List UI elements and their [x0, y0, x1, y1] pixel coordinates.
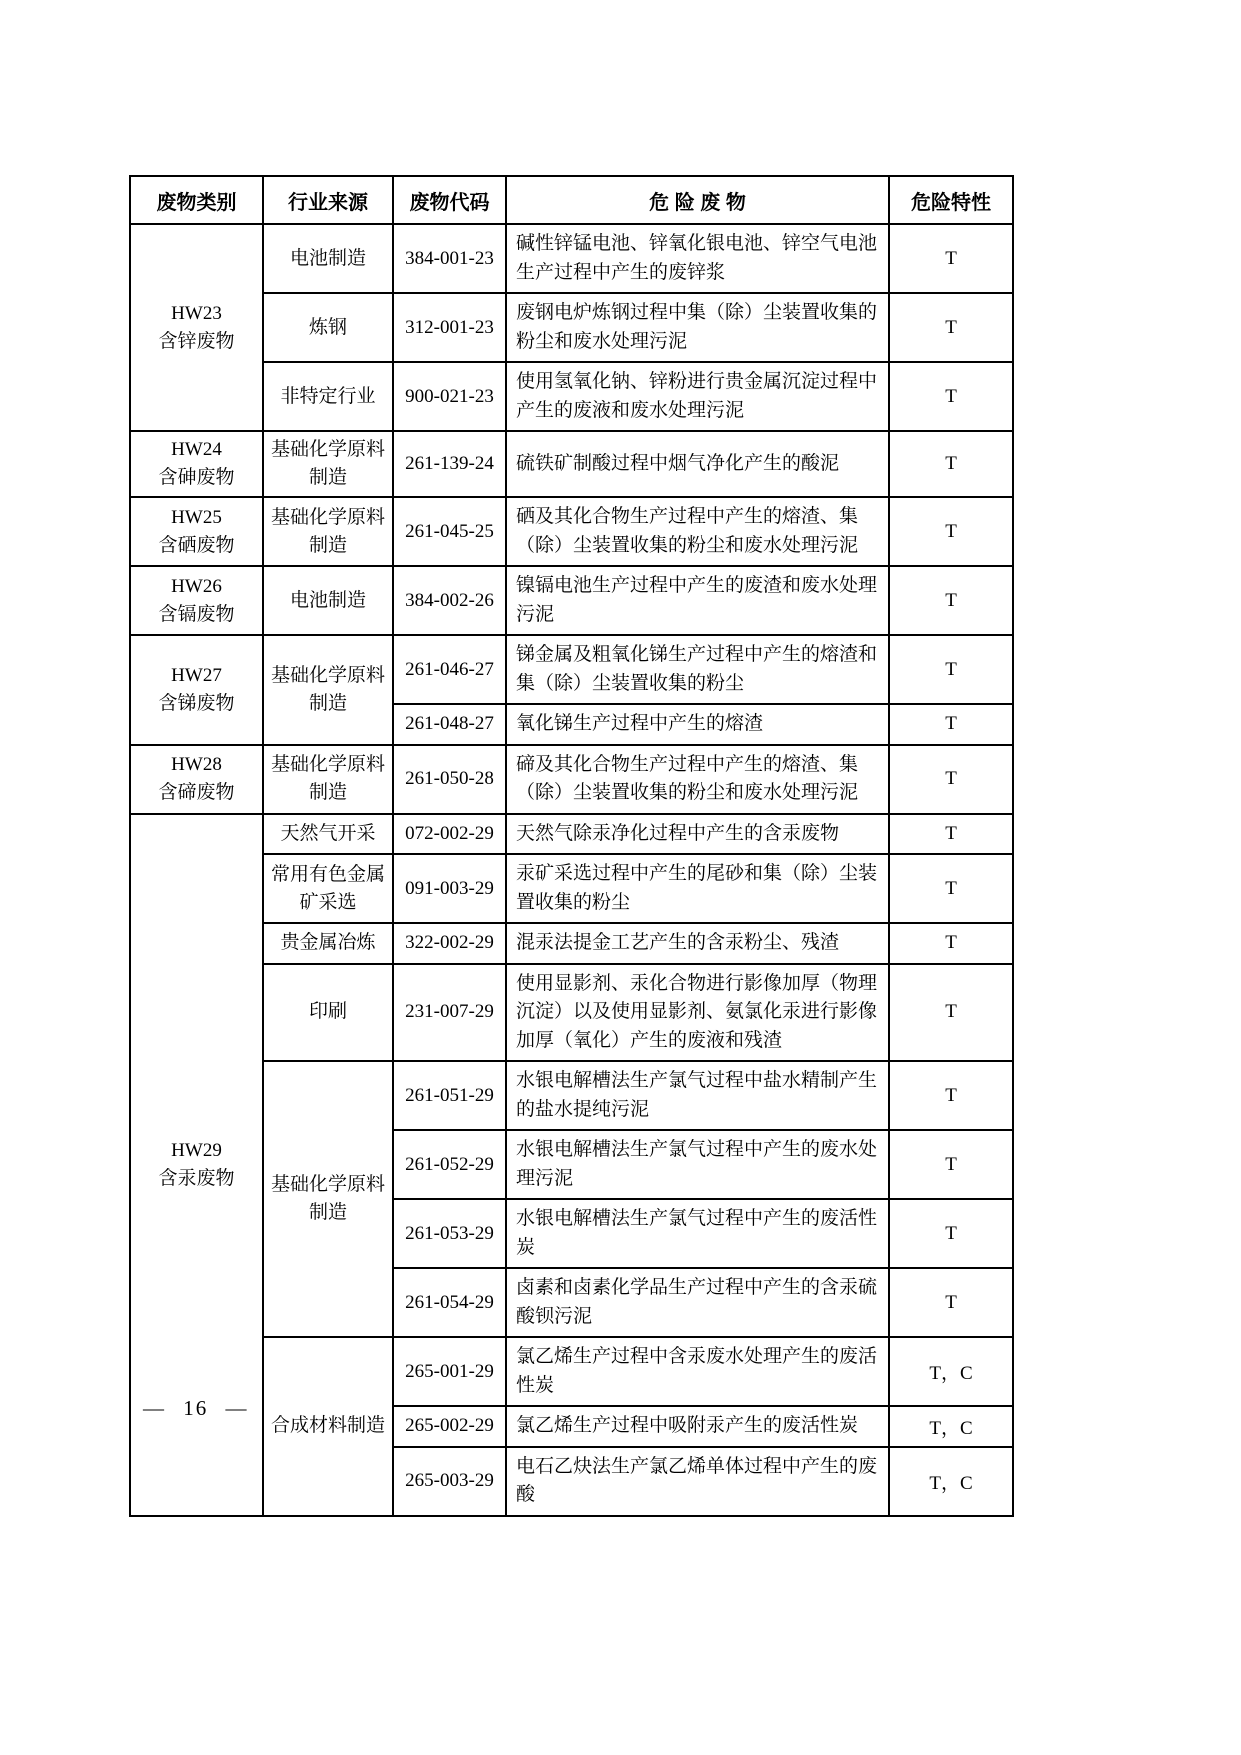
hazard-cell: T — [889, 704, 1013, 745]
table-row — [130, 362, 1013, 431]
waste-description-cell: 碲及其化合物生产过程中产生的熔渣、集（除）尘装置收集的粉尘和废水处理污泥 — [506, 745, 889, 814]
industry-cell: 基础化学原料制造 — [263, 745, 393, 814]
waste-description-cell: 氯乙烯生产过程中吸附汞产生的废活性炭 — [506, 1406, 889, 1447]
category-cell — [130, 431, 263, 497]
industry-cell: 贵金属冶炼 — [263, 923, 393, 964]
table-row — [130, 431, 1013, 497]
industry-cell: 电池制造 — [263, 566, 393, 635]
header-waste-description: 危 险 废 物 — [506, 176, 889, 224]
industry-cell: 基础化学原料制造 — [263, 497, 393, 566]
industry-cell: 合成材料制造 — [263, 1337, 393, 1516]
hazard-cell: T — [889, 497, 1013, 566]
hazard-cell: T — [889, 635, 1013, 704]
hazard-cell: T — [889, 1061, 1013, 1130]
category-code: HW27 — [171, 664, 222, 686]
waste-description-cell: 硒及其化合物生产过程中产生的熔渣、集（除）尘装置收集的粉尘和废水处理污泥 — [506, 497, 889, 566]
table-row — [130, 854, 1013, 923]
category-cell — [130, 566, 263, 635]
hazard-cell: T — [889, 566, 1013, 635]
waste-code-cell: 265-002-29 — [393, 1406, 506, 1447]
waste-code-cell: 265-003-29 — [393, 1447, 506, 1516]
table-row — [130, 923, 1013, 964]
category-name: 含碲废物 — [158, 782, 235, 803]
hazard-cell: T — [889, 745, 1013, 814]
header-hazard: 危险特性 — [889, 176, 1013, 224]
industry-cell: 基础化学原料制造 — [263, 431, 393, 497]
category-cell — [130, 497, 263, 566]
table-row — [130, 224, 1013, 293]
category-name: 含镉废物 — [158, 603, 235, 625]
waste-description-cell: 电石乙炔法生产氯乙烯单体过程中产生的废酸 — [506, 1447, 889, 1516]
category-code: HW29 — [171, 1139, 222, 1161]
table-row — [130, 814, 1013, 855]
category-code: HW28 — [171, 754, 222, 775]
waste-description-cell: 使用氢氧化钠、锌粉进行贵金属沉淀过程中产生的废液和废水处理污泥 — [506, 362, 889, 431]
header-row — [130, 176, 1013, 224]
header-category: 废物类别 — [130, 176, 263, 224]
hazard-cell: T — [889, 1268, 1013, 1337]
hazard-cell: T — [889, 854, 1013, 923]
waste-code-cell: 384-002-26 — [393, 566, 506, 635]
waste-code-cell: 322-002-29 — [393, 923, 506, 964]
hazard-cell: T — [889, 814, 1013, 855]
waste-description-cell: 锑金属及粗氧化锑生产过程中产生的熔渣和集（除）尘装置收集的粉尘 — [506, 635, 889, 704]
industry-cell: 印刷 — [263, 964, 393, 1062]
category-code: HW25 — [171, 506, 222, 528]
industry-cell: 基础化学原料制造 — [263, 1061, 393, 1337]
hazard-cell: T — [889, 964, 1013, 1062]
industry-cell: 电池制造 — [263, 224, 393, 293]
hazardous-waste-table — [129, 175, 1014, 1517]
category-code: HW24 — [171, 439, 222, 460]
waste-code-cell: 265-001-29 — [393, 1337, 506, 1406]
industry-cell: 天然气开采 — [263, 814, 393, 855]
hazard-cell: T — [889, 224, 1013, 293]
waste-description-cell: 汞矿采选过程中产生的尾砂和集（除）尘装置收集的粉尘 — [506, 854, 889, 923]
table-row — [130, 964, 1013, 1062]
hazard-cell: T — [889, 293, 1013, 362]
table-row — [130, 745, 1013, 814]
hazard-cell: T，C — [889, 1406, 1013, 1447]
waste-description-cell: 卤素和卤素化学品生产过程中产生的含汞硫酸钡污泥 — [506, 1268, 889, 1337]
category-cell — [130, 635, 263, 745]
waste-description-cell: 氯乙烯生产过程中含汞废水处理产生的废活性炭 — [506, 1337, 889, 1406]
waste-description-cell: 镍镉电池生产过程中产生的废渣和废水处理污泥 — [506, 566, 889, 635]
waste-code-cell: 231-007-29 — [393, 964, 506, 1062]
hazard-cell: T，C — [889, 1447, 1013, 1516]
category-code: HW23 — [171, 302, 222, 324]
waste-description-cell: 混汞法提金工艺产生的含汞粉尘、残渣 — [506, 923, 889, 964]
waste-code-cell: 261-053-29 — [393, 1199, 506, 1268]
waste-code-cell: 261-046-27 — [393, 635, 506, 704]
industry-cell: 常用有色金属矿采选 — [263, 854, 393, 923]
waste-code-cell: 261-139-24 — [393, 431, 506, 497]
hazard-cell: T — [889, 1130, 1013, 1199]
category-cell — [130, 745, 263, 814]
waste-code-cell: 091-003-29 — [393, 854, 506, 923]
waste-description-cell: 硫铁矿制酸过程中烟气净化产生的酸泥 — [506, 431, 889, 497]
table-row — [130, 566, 1013, 635]
waste-code-cell: 312-001-23 — [393, 293, 506, 362]
page-number: — 16 — — [143, 1396, 249, 1420]
hazard-cell: T — [889, 362, 1013, 431]
waste-code-cell: 384-001-23 — [393, 224, 506, 293]
category-code: HW26 — [171, 575, 222, 597]
header-waste-code: 废物代码 — [393, 176, 506, 224]
table-row — [130, 635, 1013, 704]
industry-cell: 炼钢 — [263, 293, 393, 362]
waste-code-cell: 261-051-29 — [393, 1061, 506, 1130]
table-row — [130, 1061, 1013, 1130]
waste-description-cell: 碱性锌锰电池、锌氧化银电池、锌空气电池生产过程中产生的废锌浆 — [506, 224, 889, 293]
waste-description-cell: 水银电解槽法生产氯气过程中产生的废水处理污泥 — [506, 1130, 889, 1199]
waste-description-cell: 水银电解槽法生产氯气过程中盐水精制产生的盐水提纯污泥 — [506, 1061, 889, 1130]
table-row — [130, 293, 1013, 362]
header-industry: 行业来源 — [263, 176, 393, 224]
waste-code-cell: 261-054-29 — [393, 1268, 506, 1337]
category-cell — [130, 224, 263, 431]
hazard-cell: T — [889, 923, 1013, 964]
industry-cell: 基础化学原料制造 — [263, 635, 393, 745]
waste-code-cell: 900-021-23 — [393, 362, 506, 431]
table-row — [130, 1337, 1013, 1406]
waste-description-cell: 水银电解槽法生产氯气过程中产生的废活性炭 — [506, 1199, 889, 1268]
waste-description-cell: 使用显影剂、汞化合物进行影像加厚（物理沉淀）以及使用显影剂、氨氯化汞进行影像加厚（氧化）产生的废液和残渣 — [506, 964, 889, 1062]
category-name: 含锌废物 — [158, 330, 235, 352]
waste-description-cell: 废钢电炉炼钢过程中集（除）尘装置收集的粉尘和废水处理污泥 — [506, 293, 889, 362]
hazard-cell: T — [889, 1199, 1013, 1268]
waste-code-cell: 261-048-27 — [393, 704, 506, 745]
waste-description-cell: 氧化锑生产过程中产生的熔渣 — [506, 704, 889, 745]
waste-code-cell: 261-050-28 — [393, 745, 506, 814]
category-name: 含硒废物 — [158, 534, 235, 556]
industry-cell: 非特定行业 — [263, 362, 393, 431]
waste-code-cell: 072-002-29 — [393, 814, 506, 855]
table-row — [130, 497, 1013, 566]
waste-code-cell: 261-045-25 — [393, 497, 506, 566]
category-name: 含锑废物 — [158, 692, 235, 714]
category-name: 含砷废物 — [158, 467, 235, 488]
waste-description-cell: 天然气除汞净化过程中产生的含汞废物 — [506, 814, 889, 855]
hazard-cell: T，C — [889, 1337, 1013, 1406]
waste-code-cell: 261-052-29 — [393, 1130, 506, 1199]
category-name: 含汞废物 — [158, 1167, 235, 1189]
hazard-cell: T — [889, 431, 1013, 497]
